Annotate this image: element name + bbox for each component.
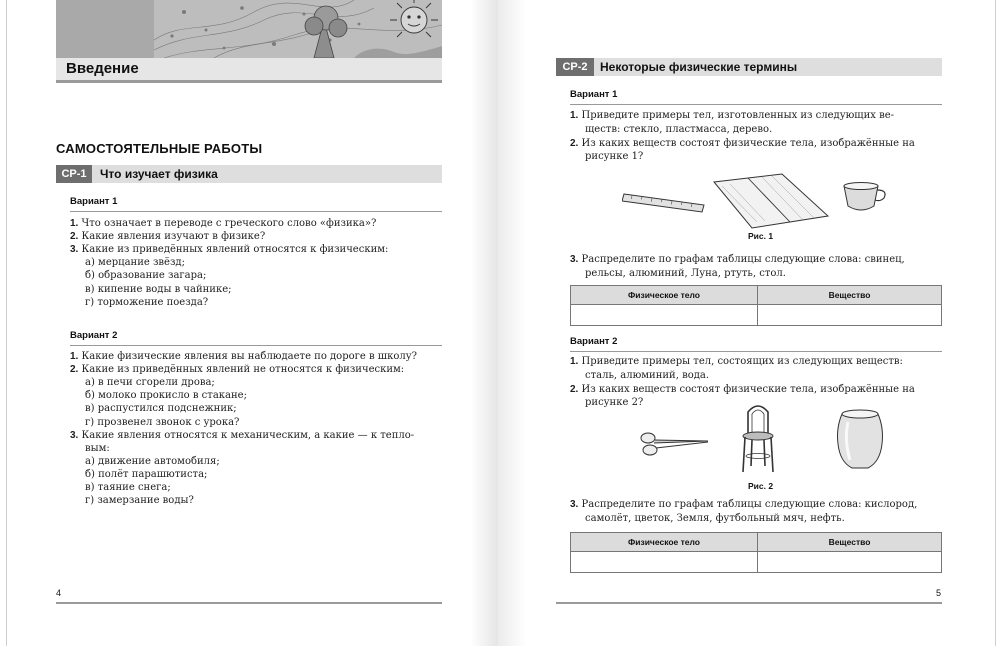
- question-text: ществ: стекло, пластмасса, дерево.: [585, 123, 773, 135]
- scissors-drawing: [641, 433, 708, 455]
- question-number: 1.: [70, 218, 79, 229]
- question-number: 3.: [570, 254, 579, 265]
- question-text: Распределите по графам таблицы следующие слова: кислород,: [581, 499, 918, 510]
- question-number: 2.: [570, 137, 579, 149]
- question-number: 3.: [70, 244, 79, 256]
- question-continuation: [85, 270, 206, 282]
- answer-table-2: [570, 532, 942, 573]
- question-text: Какие явления изучают в физике?: [81, 231, 266, 243]
- page-number: 5: [936, 588, 942, 598]
- question-line: [70, 351, 417, 363]
- question-number: 1.: [70, 351, 79, 362]
- table-cell[interactable]: [571, 552, 758, 573]
- question-continuation: [85, 284, 232, 296]
- divider: [570, 104, 942, 105]
- question-text: Распределите по графам таблицы следующие слова: свинец,: [581, 254, 905, 265]
- question-continuation: [85, 390, 247, 402]
- question-continuation: [585, 151, 643, 163]
- question-line: [570, 138, 915, 150]
- question-text: Приведите примеры тел, состоящих из следующих веществ:: [581, 356, 903, 367]
- work-code: СР-2: [556, 58, 594, 76]
- question-text: вым:: [85, 442, 110, 454]
- chapter-title: Введение: [66, 60, 139, 77]
- question-text: Из каких веществ состоят физические тела, изображённые на: [581, 383, 915, 395]
- question-number: 2.: [70, 231, 79, 243]
- question-text: самолёт, цветок, Земля, футбольный мяч, нефть.: [585, 512, 845, 524]
- question-text: рисунке 2?: [585, 397, 644, 409]
- divider: [70, 345, 442, 346]
- question-text: б) образование загара;: [85, 270, 207, 282]
- decorative-banner: [56, 0, 442, 58]
- divider: [570, 351, 942, 352]
- gutter-shadow-left: [470, 0, 498, 646]
- footer-rule: [56, 602, 442, 604]
- question-line: [70, 218, 376, 230]
- question-continuation: [85, 377, 215, 389]
- question-line: [70, 244, 388, 256]
- question-text: в) кипение воды в чайнике;: [85, 283, 232, 295]
- table-cell[interactable]: [571, 305, 758, 326]
- cup-drawing: [844, 183, 885, 211]
- question-continuation: [585, 370, 709, 382]
- variant-title: Вариант 2: [570, 336, 618, 347]
- question-text: Что означает в переводе с греческого слово «физика»?: [81, 218, 377, 229]
- question-number: 3.: [70, 429, 79, 441]
- figure-2-illustration: [636, 400, 886, 478]
- page-number: 4: [56, 588, 62, 598]
- question-continuation: [85, 456, 220, 468]
- question-text: рисунке 1?: [585, 151, 644, 163]
- question-text: в) таяние снега;: [85, 482, 171, 493]
- question-text: а) мерцание звёзд;: [85, 257, 185, 269]
- question-continuation: [85, 403, 237, 415]
- question-continuation: [85, 257, 185, 269]
- question-continuation: [585, 513, 845, 525]
- answer-table-1: [570, 285, 942, 326]
- question-text: сталь, алюминий, вода.: [585, 369, 710, 381]
- footer-rule: [556, 602, 942, 604]
- question-line: [570, 110, 894, 122]
- table-header-body: Физическое тело: [571, 533, 758, 552]
- question-text: Какие из приведённых явлений не относятся к физическим:: [81, 364, 405, 376]
- gutter-shadow-right: [498, 0, 526, 646]
- question-continuation: [85, 495, 194, 507]
- question-continuation: [585, 124, 772, 136]
- question-text: а) в печи сгорели дрова;: [85, 377, 215, 389]
- ruler-drawing: [622, 194, 704, 212]
- section-title: САМОСТОЯТЕЛЬНЫЕ РАБОТЫ: [56, 141, 263, 156]
- work-code: СР-1: [56, 165, 92, 183]
- question-text: Какие из приведённых явлений относятся к физическим:: [81, 244, 389, 256]
- work-header-sr1: [56, 165, 442, 183]
- question-continuation: [585, 397, 643, 409]
- table-header-substance: Вещество: [758, 286, 942, 305]
- question-text: в) распустился подснежник;: [85, 403, 237, 415]
- figure-1-illustration: [622, 172, 894, 230]
- question-line: [70, 364, 404, 376]
- variant-title: Вариант 1: [570, 89, 618, 100]
- question-number: 2.: [70, 364, 79, 376]
- question-line: [570, 356, 903, 368]
- question-continuation: [85, 443, 110, 455]
- engraving-illustration: [154, 0, 442, 58]
- question-text: б) полёт парашютиста;: [85, 468, 208, 480]
- question-continuation: [85, 482, 171, 494]
- chair-drawing: [743, 406, 773, 472]
- banner-gray-block: [56, 0, 154, 58]
- question-text: г) прозвенел звонок с урока?: [85, 416, 240, 428]
- question-text: Из каких веществ состоят физические тела, изображённые на: [581, 137, 915, 149]
- question-text: рельсы, алюминий, Луна, ртуть, стол.: [585, 267, 786, 279]
- figure-caption: Рис. 1: [748, 231, 774, 241]
- question-text: Приведите примеры тел, изготовленных из следующих ве-: [581, 110, 895, 121]
- question-continuation: [85, 297, 208, 309]
- question-text: б) молоко прокисло в стакане;: [85, 390, 247, 402]
- question-text: а) движение автомобиля;: [85, 455, 220, 467]
- question-text: Какие явления относятся к механическим, а какие — к тепло-: [81, 429, 415, 441]
- figure-caption: Рис. 2: [748, 481, 774, 491]
- divider: [70, 211, 442, 212]
- chapter-header: [56, 58, 442, 83]
- variant-title: Вариант 1: [70, 196, 118, 207]
- table-header-body: Физическое тело: [571, 286, 758, 305]
- question-line: [570, 254, 905, 266]
- book-drawing: [714, 174, 828, 228]
- question-line: [70, 231, 265, 243]
- question-line: [70, 430, 414, 442]
- work-title: Что изучает физика: [100, 167, 218, 181]
- vase-drawing: [838, 410, 883, 468]
- question-line: [570, 384, 915, 396]
- table-cell[interactable]: [758, 552, 942, 573]
- question-number: 2.: [570, 383, 579, 395]
- question-text: Какие физические явления вы наблюдаете по дороге в школу?: [81, 351, 417, 362]
- question-text: г) замерзание воды?: [85, 495, 194, 507]
- question-text: г) торможение поезда?: [85, 296, 209, 308]
- question-number: 3.: [570, 499, 579, 510]
- table-header-substance: Вещество: [758, 533, 942, 552]
- table-cell[interactable]: [758, 305, 942, 326]
- question-line: [570, 499, 917, 511]
- question-continuation: [85, 417, 239, 429]
- question-continuation: [85, 469, 207, 481]
- variant-title: Вариант 2: [70, 330, 118, 341]
- question-number: 1.: [570, 110, 579, 121]
- question-continuation: [585, 268, 786, 280]
- work-header-sr2: [556, 58, 942, 76]
- work-title: Некоторые физические термины: [600, 60, 798, 74]
- question-number: 1.: [570, 356, 579, 367]
